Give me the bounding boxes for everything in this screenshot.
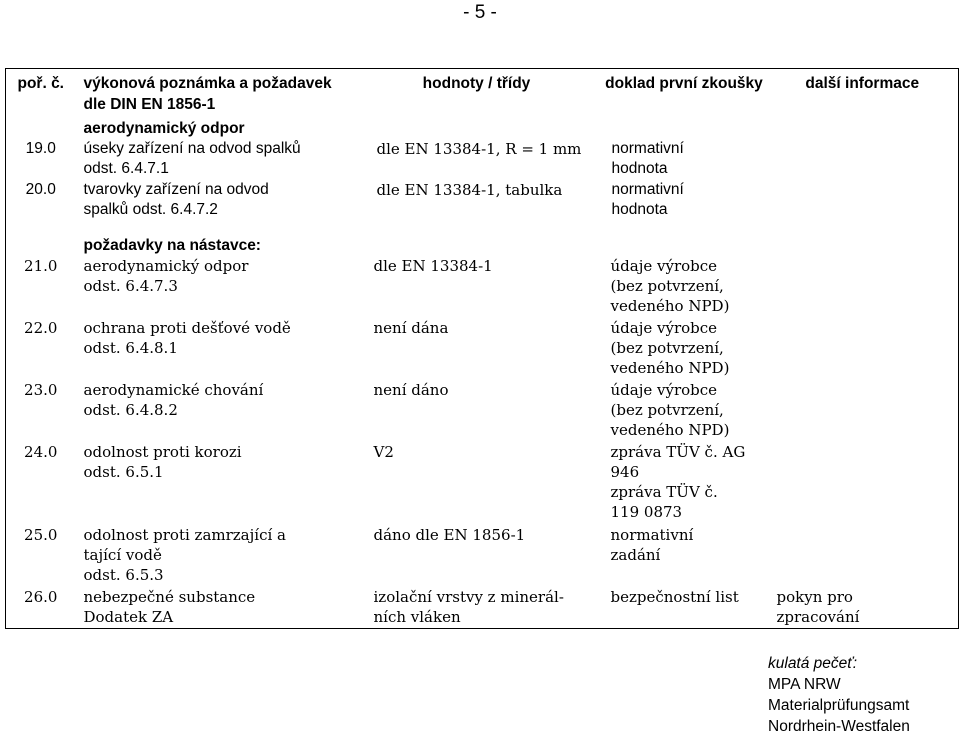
section-title: požadavky na nástavce:: [83, 236, 261, 254]
row-proof: údaje výrobce (bez potvrzení, vedeného NPD): [610, 319, 730, 378]
row-proof: bezpečnostní list: [610, 587, 739, 606]
table-row: [6, 442, 959, 525]
stamp-line: Nordrhein-Westfalen: [768, 718, 910, 735]
row-requirement: aerodynamický odpor odst. 6.4.7.3: [83, 257, 249, 296]
row-number: 23.0: [24, 381, 58, 400]
stamp-note: [768, 653, 910, 737]
row-proof: normativní hodnota: [611, 181, 684, 219]
row-requirement: aerodynamické chování odst. 6.4.8.2: [83, 381, 264, 420]
row-value: dle EN 13384-1, tabulka: [376, 181, 563, 200]
row-value: V2: [373, 443, 394, 462]
row-value: není dáno: [373, 381, 449, 400]
header-values: hodnoty / třídy: [422, 75, 531, 92]
row-number: 19.0: [25, 140, 56, 158]
row-number: 21.0: [24, 257, 58, 276]
row-proof: normativní zadání: [610, 525, 694, 564]
table-row: [6, 139, 959, 180]
stamp-line: Materialprüfungsamt: [768, 697, 910, 714]
header-requirement: výkonová poznámka a požadavek dle DIN EN 1856-1: [83, 75, 332, 113]
header-no: poř. č.: [17, 75, 64, 92]
table-row: [6, 180, 959, 221]
row-requirement: ochrana proti dešťové vodě odst. 6.4.8.1: [83, 319, 291, 358]
row-proof: údaje výrobce (bez potvrzení, vedeného NPD): [610, 381, 730, 440]
row-requirement: tvarovky zařízení na odvod spalků odst. 6.4.7.2: [83, 181, 269, 219]
row-requirement: úseky zařízení na odvod spalků odst. 6.4.7.1: [83, 140, 301, 178]
section-title: aerodynamický odpor: [83, 119, 245, 137]
row-requirement: nebezpečné substance Dodatek ZA: [83, 587, 256, 626]
row-value: izolační vrstvy z minerál- ních vláken: [373, 587, 564, 626]
row-proof: údaje výrobce (bez potvrzení, vedeného NPD): [610, 257, 730, 316]
row-requirement: odolnost proti zamrzající a tající vodě odst. 6.5.3: [83, 525, 286, 584]
header-proof: doklad první zkoušky: [605, 75, 763, 92]
row-proof: normativní hodnota: [611, 140, 684, 178]
row-number: 24.0: [24, 443, 58, 462]
stamp-line: MPA NRW: [768, 676, 841, 693]
section-row: [6, 236, 959, 257]
row-proof: zpráva TÜV č. AG 946 zpráva TÜV č. 119 0873: [610, 443, 746, 522]
row-value: dle EN 13384-1: [373, 257, 493, 276]
table-header-row: [6, 69, 959, 119]
row-value: dle EN 13384-1, R = 1 mm: [376, 140, 582, 159]
row-number: 26.0: [24, 587, 58, 606]
stamp-label: kulatá pečeť:: [768, 655, 858, 672]
row-value: není dána: [373, 319, 449, 338]
page-number: - 5 -: [463, 2, 497, 23]
properties-table: [5, 68, 959, 629]
table-row: [6, 587, 959, 629]
table-row: [6, 256, 959, 318]
row-number: 20.0: [25, 181, 56, 199]
row-info: pokyn pro zpracování: [776, 587, 860, 626]
table-row: [6, 525, 959, 587]
row-requirement: odolnost proti korozi odst. 6.5.1: [83, 443, 242, 482]
section-row: [6, 119, 959, 140]
table-row: [6, 318, 959, 380]
table-row: [6, 380, 959, 442]
header-info: další informace: [805, 75, 920, 92]
row-number: 25.0: [24, 525, 58, 544]
row-number: 22.0: [24, 319, 58, 338]
row-value: dáno dle EN 1856-1: [373, 525, 526, 544]
